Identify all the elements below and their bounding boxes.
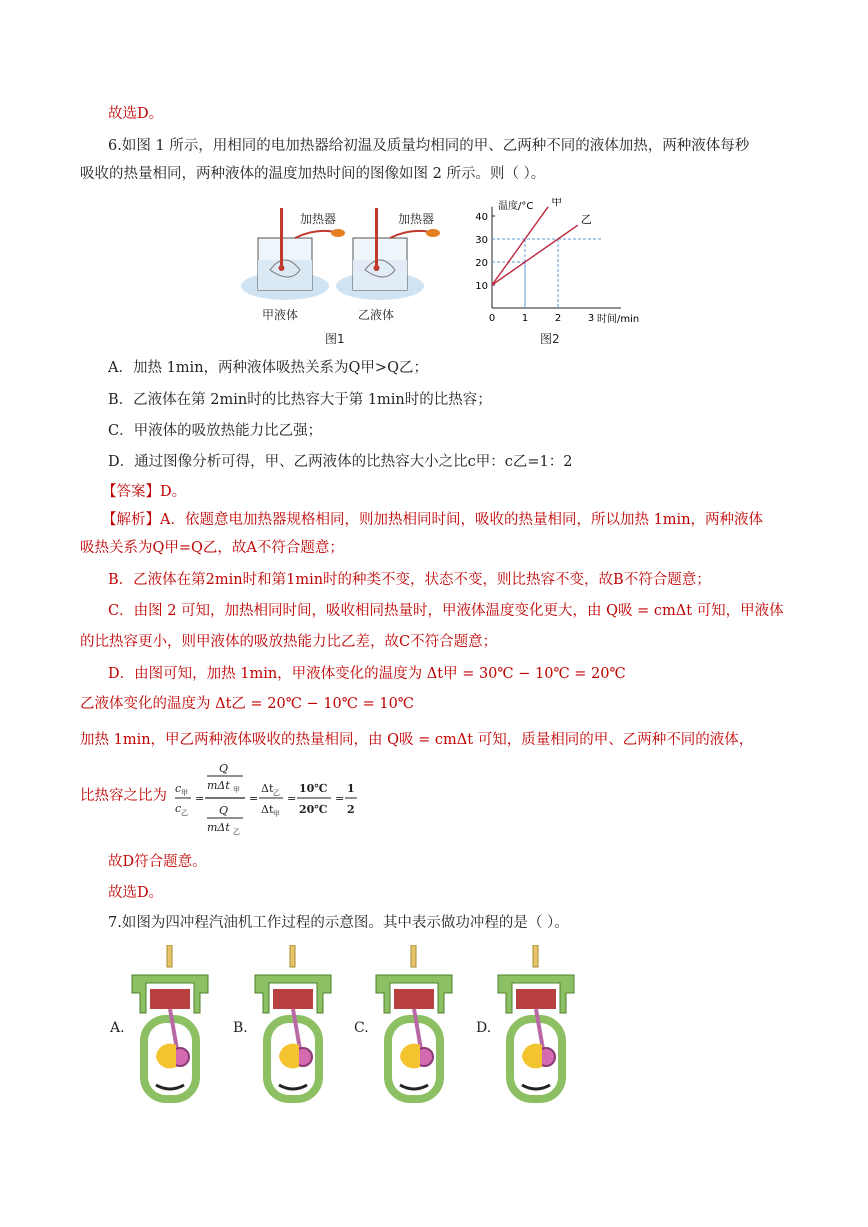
svg-text:乙: 乙 bbox=[181, 809, 188, 817]
svg-text:甲: 甲 bbox=[181, 789, 188, 797]
svg-text:20℃: 20℃ bbox=[299, 803, 328, 816]
series-line-yi bbox=[492, 225, 578, 285]
q6-option-a: A．加热 1min，两种液体吸热关系为Q甲>Q乙； bbox=[108, 360, 428, 376]
y-axis-label: 温度/°C bbox=[498, 200, 534, 212]
svg-text:Δt: Δt bbox=[261, 803, 274, 816]
svg-text:1: 1 bbox=[347, 782, 355, 795]
heater-label-left: 加热器 bbox=[300, 212, 337, 226]
analysis-c-line1: C．由图 2 可知，加热相同时间，吸收相同热量时，甲液体温度变化更大，由 Q吸 = cmΔt 可知，甲液体 bbox=[108, 603, 784, 619]
liquid-b-label: 乙液体 bbox=[358, 308, 395, 322]
analysis-d-line1: D．由图可知，加热 1min，甲液体变化的温度为 Δt甲 = 30℃ − 10℃ = 20℃ bbox=[108, 666, 626, 682]
series-line-jia bbox=[492, 207, 548, 285]
figure-2-caption: 图2 bbox=[540, 332, 560, 346]
q6-option-c: C．甲液体的吸放热能力比乙强； bbox=[108, 423, 323, 439]
svg-text:c: c bbox=[175, 782, 182, 795]
x-axis-label: 时间/min bbox=[597, 314, 640, 325]
engine-option-a-label: A. bbox=[110, 1020, 125, 1036]
series-label-yi: 乙 bbox=[580, 213, 592, 227]
svg-text:2: 2 bbox=[347, 803, 355, 816]
svg-text:甲: 甲 bbox=[233, 786, 240, 794]
analysis-d-line2: 乙液体变化的温度为 Δt乙 = 20℃ − 10℃ = 10℃ bbox=[80, 696, 415, 712]
x-tick-label: 1 bbox=[521, 313, 529, 324]
q6-stem-line1: 6.如图 1 所示，用相同的电加热器给初温及质量均相同的甲、乙两种不同的液体加热，两种液体每秒 bbox=[108, 138, 750, 154]
svg-text:c: c bbox=[175, 802, 182, 815]
figure-1-caption: 图1 bbox=[325, 332, 345, 346]
engine-figures bbox=[100, 945, 620, 1105]
analysis-d-line3: 加热 1min，甲乙两种液体吸收的热量相同，由 Q吸 = cmΔt 可知，质量相同的甲、乙两种不同的液体， bbox=[80, 732, 754, 748]
x-tick-label: 2 bbox=[554, 313, 562, 324]
y-tick-label: 30 bbox=[475, 235, 488, 246]
ratio-formula bbox=[80, 758, 355, 838]
y-tick-label: 20 bbox=[475, 258, 488, 269]
engine-option-d-label: D. bbox=[476, 1020, 492, 1036]
svg-text:Δt: Δt bbox=[261, 782, 274, 795]
analysis-b-line: B．乙液体在第2min时和第1min时的种类不变，状态不变，则比热容不变，故B不符合题意； bbox=[108, 572, 711, 588]
y-tick-label: 10 bbox=[475, 281, 488, 292]
svg-text:乙: 乙 bbox=[273, 789, 280, 797]
x-tick-label: 3 bbox=[587, 313, 595, 324]
svg-text:mΔt: mΔt bbox=[207, 779, 230, 792]
series-label-jia: 甲 bbox=[551, 198, 563, 208]
ratio-prefix: 比热容之比为 bbox=[80, 788, 167, 804]
svg-text:=: = bbox=[249, 792, 259, 805]
svg-text:10℃: 10℃ bbox=[299, 782, 328, 795]
svg-text:乙: 乙 bbox=[233, 828, 240, 836]
analysis-c-line2: 的比热容更小，则甲液体的吸放热能力比乙差，故C不符合题意； bbox=[80, 634, 498, 650]
q6-option-b: B．乙液体在第 2min时的比热容大于第 1min时的比热容； bbox=[108, 392, 492, 408]
engine-diagrams bbox=[100, 945, 620, 1105]
q6-stem-line2: 吸收的热量相同，两种液体的温度加热时间的图像如图 2 所示。则（ ）。 bbox=[80, 166, 546, 182]
q6-option-d: D．通过图像分析可得，甲、乙两液体的比热容大小之比c甲：c乙=1：2 bbox=[108, 454, 573, 470]
q7-stem: 7.如图为四冲程汽油机工作过程的示意图。其中表示做功冲程的是（ ）。 bbox=[108, 915, 569, 931]
figure-1 bbox=[240, 198, 450, 348]
q6-answer: 【答案】D。 bbox=[102, 484, 187, 500]
svg-text:=: = bbox=[287, 792, 297, 805]
y-tick-label: 40 bbox=[475, 212, 488, 223]
svg-text:Q: Q bbox=[219, 762, 229, 775]
heater-label-right: 加热器 bbox=[398, 212, 435, 226]
svg-text:=: = bbox=[335, 792, 345, 805]
svg-text:mΔt: mΔt bbox=[207, 821, 230, 834]
engine-option-c-label: C. bbox=[354, 1020, 369, 1036]
svg-text:Q: Q bbox=[219, 804, 229, 817]
analysis-a-line2: 吸热关系为Q甲=Q乙，故A不符合题意； bbox=[80, 540, 344, 556]
x-tick-label: 0 bbox=[488, 313, 496, 324]
liquid-a-label: 甲液体 bbox=[262, 308, 299, 322]
temperature-time-chart bbox=[470, 198, 660, 328]
svg-text:甲: 甲 bbox=[273, 810, 280, 818]
analysis-d-conclusion: 故D符合题意。 bbox=[108, 854, 207, 870]
svg-text:=: = bbox=[195, 792, 205, 805]
ratio-equation-graphic bbox=[175, 758, 375, 838]
analysis-a-line1: 【解析】A．依题意电加热器规格相同，则加热相同时间，吸收的热量相同，所以加热 1min，两种液体 bbox=[102, 512, 764, 528]
engine-option-b-label: B. bbox=[233, 1020, 248, 1036]
q6-final-answer: 故选D。 bbox=[108, 885, 164, 901]
q5-final-answer: 故选D。 bbox=[108, 106, 164, 122]
figure-2 bbox=[470, 198, 660, 348]
